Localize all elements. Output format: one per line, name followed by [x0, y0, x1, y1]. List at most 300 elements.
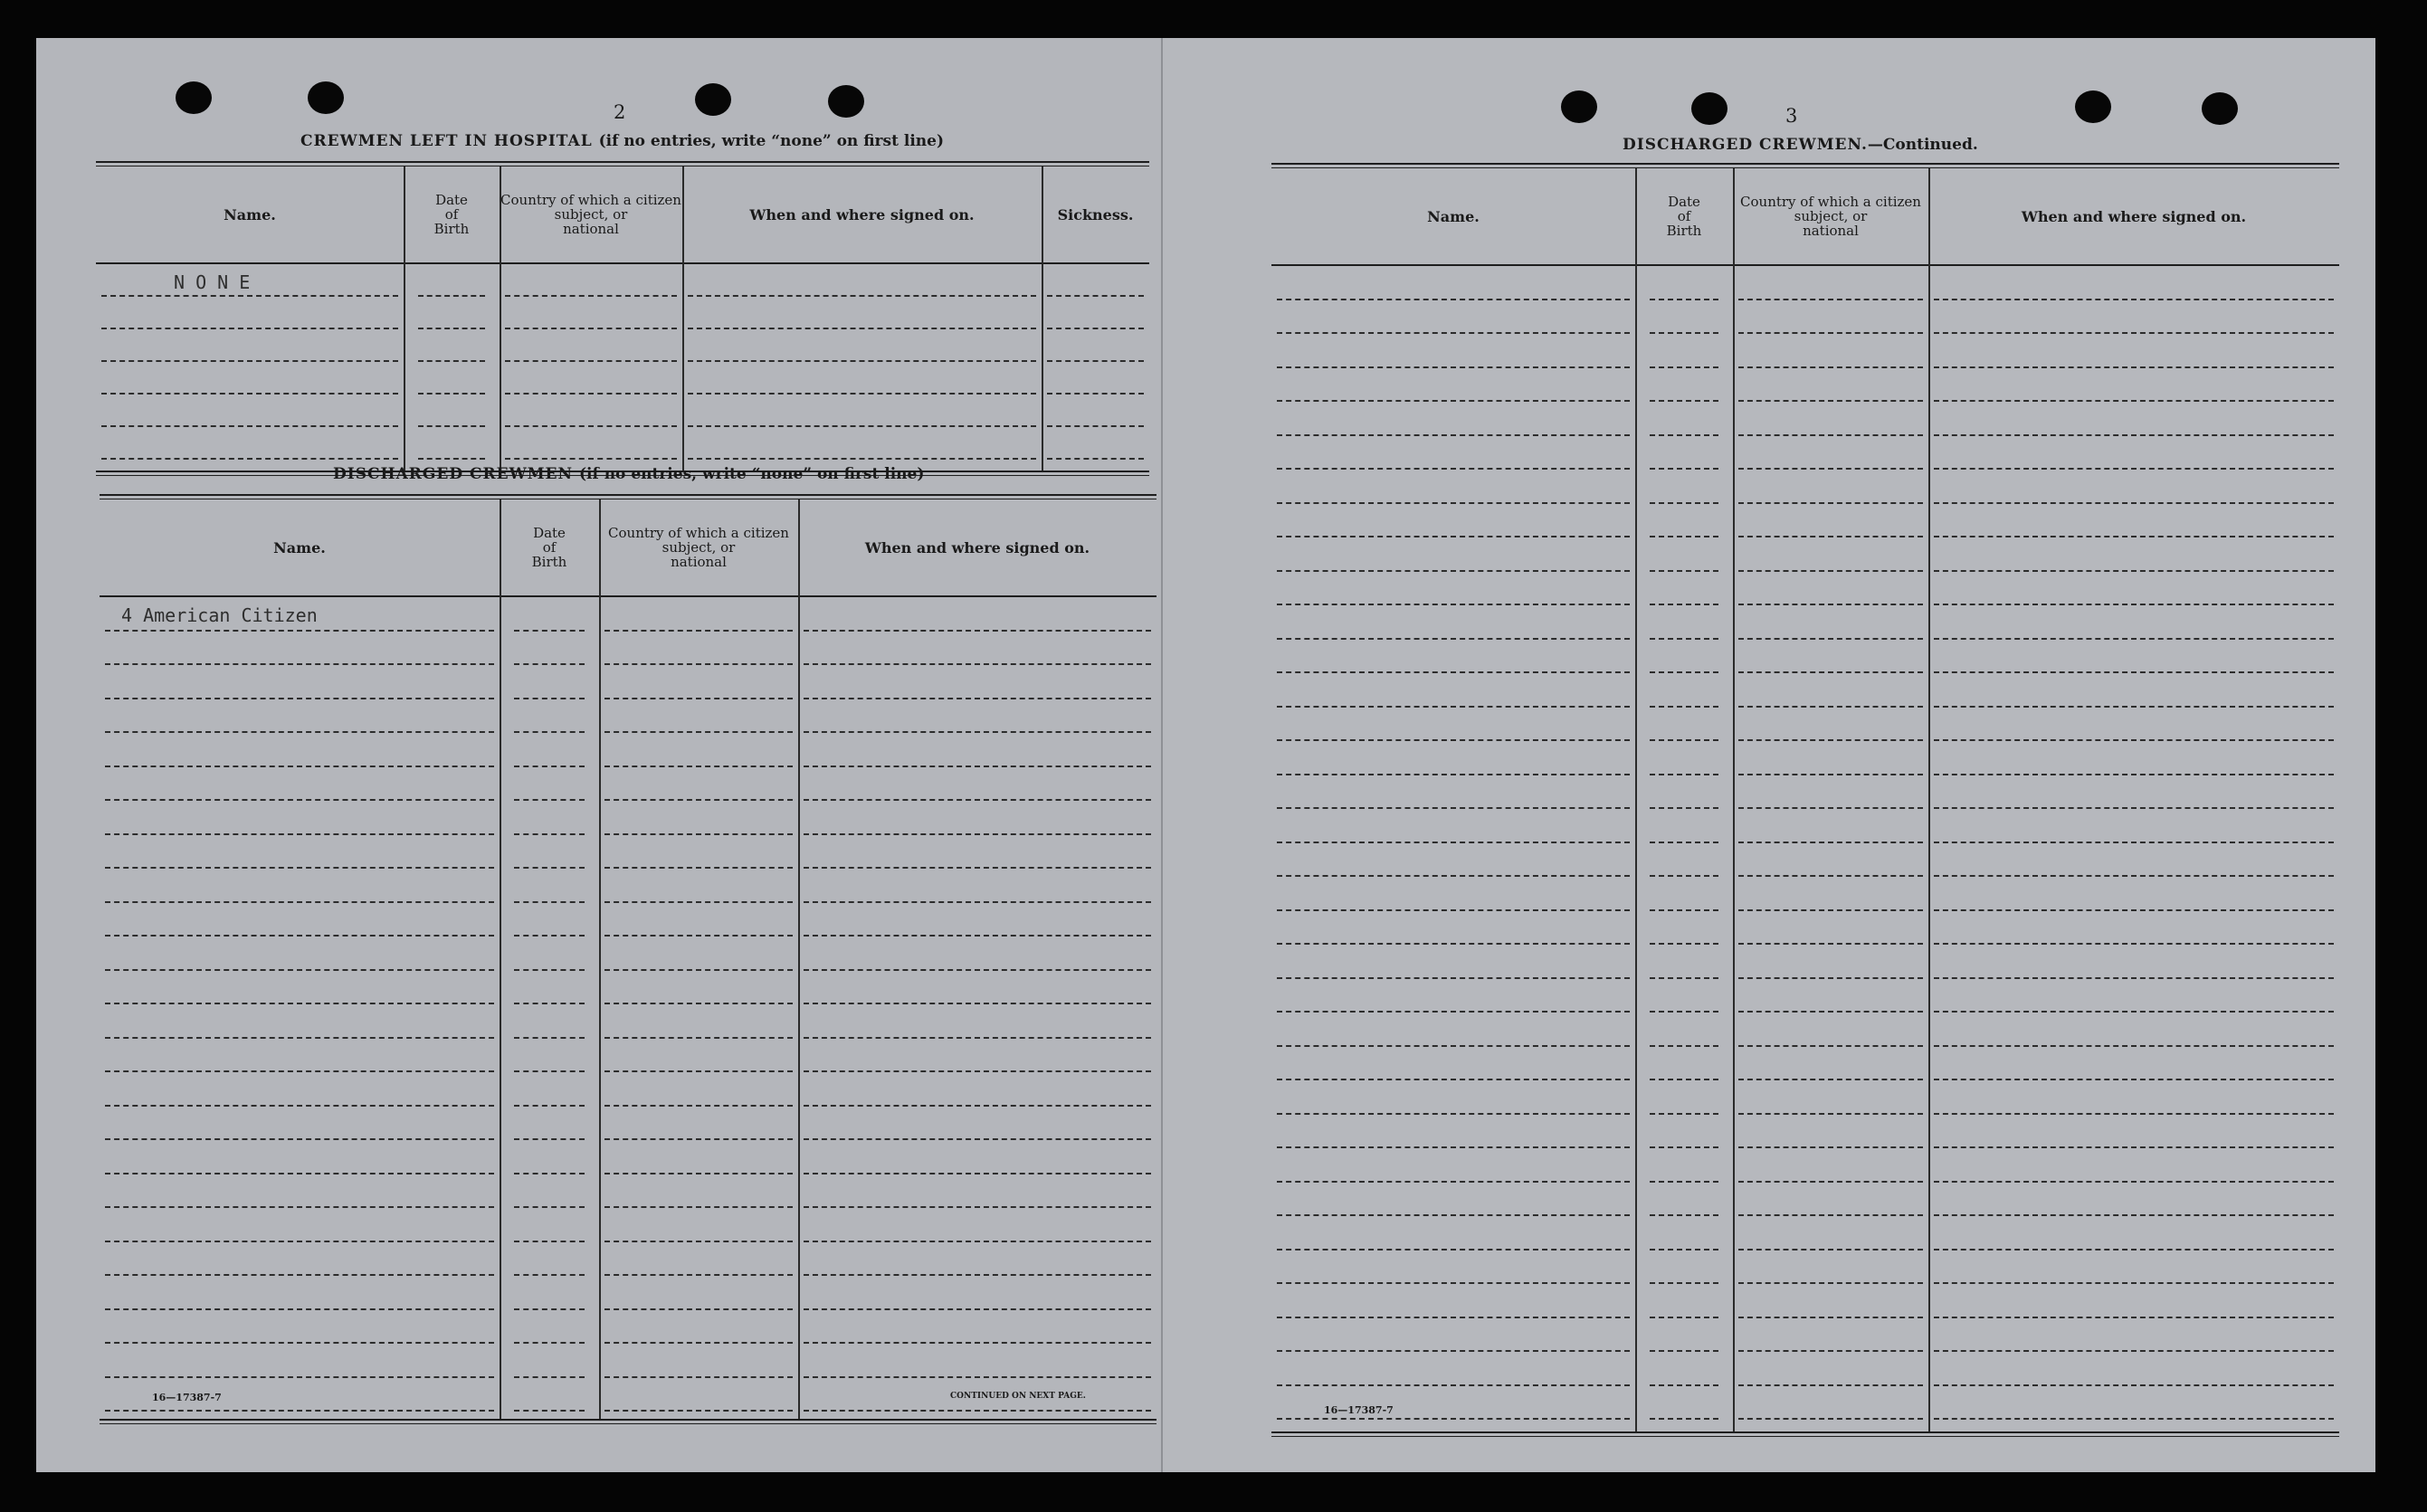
dotted-row-line [1934, 875, 2334, 877]
dotted-row-line [1277, 706, 1630, 708]
dotted-row-line [514, 698, 585, 699]
dotted-row-line [514, 630, 585, 632]
dotted-row-line [1934, 842, 2334, 843]
dotted-row-line [1934, 1282, 2334, 1284]
dotted-row-line [105, 1241, 494, 1242]
dotted-row-line [688, 328, 1036, 329]
dotted-row-line [1277, 570, 1630, 572]
dotted-row-line [1738, 400, 1923, 402]
header-rule [96, 262, 1149, 264]
table-bottom-rule [100, 1423, 1156, 1424]
dotted-row-line [105, 1138, 494, 1140]
hospital-table [96, 161, 1149, 478]
column-header: When and where signed on. [864, 538, 1090, 556]
dotted-row-line [804, 1138, 1151, 1140]
dotted-row-line [105, 1274, 494, 1276]
dotted-row-line [1650, 1146, 1718, 1148]
dotted-row-line [1934, 1350, 2334, 1352]
column-divider [1733, 168, 1735, 1431]
page-number: 2 [614, 101, 626, 123]
column-header: When and where signed on. [2021, 207, 2247, 225]
dotted-row-line [1277, 1317, 1630, 1318]
dotted-row-line [1277, 468, 1630, 470]
dotted-row-line [804, 1274, 1151, 1276]
dotted-row-line [105, 1206, 494, 1208]
dotted-row-line [1738, 299, 1923, 300]
column-header: Date of Birth [1666, 194, 1702, 239]
dotted-row-line [1277, 807, 1630, 809]
dotted-row-line [514, 867, 585, 869]
dotted-row-line [1738, 536, 1923, 537]
dotted-row-line [514, 1410, 585, 1412]
dotted-row-line [804, 833, 1151, 835]
dotted-row-line [101, 458, 398, 460]
dotted-row-line [604, 1342, 793, 1344]
dotted-row-line [505, 393, 677, 395]
dotted-row-line [1738, 774, 1923, 775]
dotted-row-line [1934, 1418, 2334, 1420]
table-top-rule [1271, 167, 2339, 168]
dotted-row-line [105, 766, 494, 767]
dotted-row-line [105, 698, 494, 699]
dotted-row-line [514, 1070, 585, 1072]
table-bottom-rule [1271, 1431, 2339, 1433]
dotted-row-line [1738, 1317, 1923, 1318]
dotted-row-line [1277, 671, 1630, 673]
punch-hole [2075, 90, 2111, 123]
dotted-row-line [505, 295, 677, 297]
column-header: When and where signed on. [749, 205, 975, 223]
right-page [1163, 38, 2375, 1472]
dotted-row-line [804, 1003, 1151, 1004]
dotted-row-line [604, 969, 793, 971]
column-header: Name. [224, 205, 276, 223]
dotted-row-line [688, 393, 1036, 395]
dotted-row-line [604, 1070, 793, 1072]
dotted-row-line [1277, 400, 1630, 402]
dotted-row-line [804, 1410, 1151, 1412]
entry-text: N O N E [174, 271, 251, 293]
dotted-row-line [604, 698, 793, 699]
dotted-row-line [101, 393, 398, 395]
dotted-row-line [105, 731, 494, 733]
dotted-row-line [101, 360, 398, 362]
dotted-row-line [804, 1206, 1151, 1208]
column-header: Date of Birth [531, 525, 567, 570]
dotted-row-line [1934, 638, 2334, 640]
dotted-row-line [1650, 1249, 1718, 1250]
dotted-row-line [514, 1308, 585, 1310]
dotted-row-line [604, 766, 793, 767]
dotted-row-line [1650, 943, 1718, 945]
dotted-row-line [804, 901, 1151, 903]
dotted-row-line [101, 328, 398, 329]
dotted-row-line [1934, 1181, 2334, 1183]
dotted-row-line [1738, 1384, 1923, 1386]
dotted-row-line [1738, 502, 1923, 504]
dotted-row-line [1277, 1045, 1630, 1047]
discharged-table [100, 494, 1156, 1426]
discharged-continued-table [1271, 163, 2339, 1439]
dotted-row-line [1277, 366, 1630, 368]
dotted-row-line [1934, 807, 2334, 809]
dotted-row-line [1277, 943, 1630, 945]
dotted-row-line [1934, 1317, 2334, 1318]
dotted-row-line [105, 1308, 494, 1310]
dotted-row-line [1650, 1181, 1718, 1183]
dotted-row-line [804, 766, 1151, 767]
dotted-row-line [1650, 1418, 1718, 1420]
dotted-row-line [1277, 875, 1630, 877]
punch-hole [308, 81, 344, 114]
dotted-row-line [1650, 1282, 1718, 1284]
dotted-row-line [1738, 1249, 1923, 1250]
dotted-row-line [105, 969, 494, 971]
dotted-row-line [418, 425, 485, 427]
dotted-row-line [804, 1070, 1151, 1072]
column-divider [500, 499, 501, 1419]
dotted-row-line [1738, 1418, 1923, 1420]
dotted-row-line [1277, 1113, 1630, 1115]
dotted-row-line [514, 833, 585, 835]
punch-hole [695, 83, 731, 116]
dotted-row-line [604, 1376, 793, 1378]
dotted-row-line [514, 1342, 585, 1344]
dotted-row-line [688, 295, 1036, 297]
dotted-row-line [1650, 570, 1718, 572]
dotted-row-line [1738, 943, 1923, 945]
dotted-row-line [505, 458, 677, 460]
dotted-row-line [1650, 1384, 1718, 1386]
dotted-row-line [1047, 458, 1144, 460]
dotted-row-line [1934, 1384, 2334, 1386]
dotted-row-line [688, 458, 1036, 460]
dotted-row-line [1934, 468, 2334, 470]
dotted-row-line [1650, 807, 1718, 809]
dotted-row-line [514, 766, 585, 767]
dotted-row-line [514, 901, 585, 903]
hospital-title: CREWMEN LEFT IN HOSPITAL (if no entries, write “none” on first line) [300, 132, 944, 150]
dotted-row-line [1277, 502, 1630, 504]
dotted-row-line [1650, 842, 1718, 843]
dotted-row-line [1277, 1418, 1630, 1420]
dotted-row-line [804, 969, 1151, 971]
dotted-row-line [1738, 570, 1923, 572]
dotted-row-line [604, 1410, 793, 1412]
dotted-row-line [514, 1003, 585, 1004]
dotted-row-line [105, 663, 494, 665]
dotted-row-line [1277, 1350, 1630, 1352]
dotted-row-line [514, 1105, 585, 1107]
dotted-row-line [604, 901, 793, 903]
dotted-row-line [1650, 502, 1718, 504]
dotted-row-line [1738, 604, 1923, 605]
dotted-row-line [604, 1105, 793, 1107]
entry-text: 4 American Citizen [121, 604, 318, 626]
dotted-row-line [1650, 1045, 1718, 1047]
dotted-row-line [688, 425, 1036, 427]
continued-note: CONTINUED ON NEXT PAGE. [950, 1392, 1086, 1401]
dotted-row-line [418, 328, 485, 329]
dotted-row-line [1650, 638, 1718, 640]
dotted-row-line [1277, 1011, 1630, 1013]
dotted-row-line [604, 1003, 793, 1004]
left-page [36, 38, 1163, 1472]
dotted-row-line [418, 393, 485, 395]
dotted-row-line [105, 1105, 494, 1107]
dotted-row-line [1047, 360, 1144, 362]
dotted-row-line [1650, 671, 1718, 673]
column-header: Name. [273, 538, 326, 556]
dotted-row-line [505, 425, 677, 427]
dotted-row-line [1047, 393, 1144, 395]
dotted-row-line [1277, 1249, 1630, 1250]
discharged-continued-title: DISCHARGED CREWMEN.—Continued. [1623, 136, 1978, 154]
dotted-row-line [1650, 977, 1718, 979]
dotted-row-line [1277, 1384, 1630, 1386]
dotted-row-line [688, 360, 1036, 362]
dotted-row-line [604, 1241, 793, 1242]
dotted-row-line [1738, 842, 1923, 843]
dotted-row-line [1934, 570, 2334, 572]
dotted-row-line [804, 1308, 1151, 1310]
dotted-row-line [1934, 400, 2334, 402]
column-divider [798, 499, 800, 1419]
dotted-row-line [1934, 1011, 2334, 1013]
dotted-row-line [1738, 366, 1923, 368]
dotted-row-line [514, 663, 585, 665]
dotted-row-line [1934, 1045, 2334, 1047]
dotted-row-line [1934, 943, 2334, 945]
dotted-row-line [1650, 468, 1718, 470]
punch-hole [2202, 92, 2238, 125]
dotted-row-line [1277, 977, 1630, 979]
dotted-row-line [1277, 536, 1630, 537]
table-bottom-rule [1271, 1436, 2339, 1437]
dotted-row-line [105, 1410, 494, 1412]
dotted-row-line [1934, 1146, 2334, 1148]
dotted-row-line [1047, 295, 1144, 297]
dotted-row-line [105, 867, 494, 869]
dotted-row-line [505, 328, 677, 329]
dotted-row-line [101, 295, 398, 297]
dotted-row-line [105, 1037, 494, 1039]
dotted-row-line [804, 630, 1151, 632]
table-top-rule [96, 161, 1149, 163]
dotted-row-line [1738, 706, 1923, 708]
dotted-row-line [1277, 604, 1630, 605]
dotted-row-line [105, 1342, 494, 1344]
dotted-row-line [514, 1138, 585, 1140]
dotted-row-line [1738, 671, 1923, 673]
dotted-row-line [804, 731, 1151, 733]
dotted-row-line [1738, 1011, 1923, 1013]
column-header: Country of which a citizen subject, or national [1740, 194, 1921, 239]
column-header: Country of which a citizen subject, or national [500, 192, 681, 237]
dotted-row-line [1650, 1011, 1718, 1013]
dotted-row-line [604, 1274, 793, 1276]
dotted-row-line [804, 698, 1151, 699]
dotted-row-line [1738, 909, 1923, 911]
dotted-row-line [1277, 299, 1630, 300]
dotted-row-line [1277, 434, 1630, 436]
dotted-row-line [105, 901, 494, 903]
page-number: 3 [1785, 105, 1798, 127]
dotted-row-line [1738, 739, 1923, 741]
dotted-row-line [1277, 1282, 1630, 1284]
dotted-row-line [1934, 977, 2334, 979]
dotted-row-line [1047, 328, 1144, 329]
dotted-row-line [1650, 299, 1718, 300]
dotted-row-line [1738, 875, 1923, 877]
dotted-row-line [1934, 1079, 2334, 1080]
dotted-row-line [1738, 1214, 1923, 1216]
dotted-row-line [1934, 536, 2334, 537]
dotted-row-line [1650, 774, 1718, 775]
dotted-row-line [1738, 1282, 1923, 1284]
column-divider [1635, 168, 1637, 1431]
dotted-row-line [514, 935, 585, 937]
column-divider [1928, 168, 1930, 1431]
dotted-row-line [804, 799, 1151, 801]
dotted-row-line [1934, 909, 2334, 911]
dotted-row-line [1650, 706, 1718, 708]
dotted-row-line [514, 799, 585, 801]
dotted-row-line [1277, 1181, 1630, 1183]
punch-hole [1691, 92, 1727, 125]
dotted-row-line [105, 833, 494, 835]
column-divider [599, 499, 601, 1419]
dotted-row-line [1738, 434, 1923, 436]
table-top-rule [100, 494, 1156, 496]
dotted-row-line [1650, 366, 1718, 368]
dotted-row-line [1934, 332, 2334, 334]
column-header: Country of which a citizen subject, or national [608, 525, 789, 570]
dotted-row-line [1650, 400, 1718, 402]
dotted-row-line [1047, 425, 1144, 427]
table-top-rule [1271, 163, 2339, 165]
discharged-title: DISCHARGED CREWMEN (if no entries, write “none” on first line) [333, 465, 925, 483]
dotted-row-line [1738, 638, 1923, 640]
dotted-row-line [804, 663, 1151, 665]
dotted-row-line [105, 630, 494, 632]
dotted-row-line [1934, 1249, 2334, 1250]
dotted-row-line [1277, 1079, 1630, 1080]
punch-hole [176, 81, 212, 114]
dotted-row-line [804, 1342, 1151, 1344]
punch-hole [1561, 90, 1597, 123]
dotted-row-line [1277, 1214, 1630, 1216]
dotted-row-line [105, 1003, 494, 1004]
dotted-row-line [1738, 1079, 1923, 1080]
dotted-row-line [1934, 434, 2334, 436]
dotted-row-line [1738, 1350, 1923, 1352]
dotted-row-line [1277, 909, 1630, 911]
dotted-row-line [514, 1206, 585, 1208]
dotted-row-line [101, 425, 398, 427]
dotted-row-line [1650, 1079, 1718, 1080]
dotted-row-line [514, 969, 585, 971]
dotted-row-line [804, 935, 1151, 937]
dotted-row-line [514, 731, 585, 733]
dotted-row-line [1738, 1146, 1923, 1148]
column-header: Sickness. [1057, 205, 1134, 223]
dotted-row-line [1650, 604, 1718, 605]
dotted-row-line [1738, 1113, 1923, 1115]
dotted-row-line [804, 1105, 1151, 1107]
dotted-row-line [1738, 468, 1923, 470]
dotted-row-line [1650, 1350, 1718, 1352]
table-bottom-rule [100, 1419, 1156, 1421]
dotted-row-line [804, 1376, 1151, 1378]
dotted-row-line [1277, 332, 1630, 334]
dotted-row-line [1738, 977, 1923, 979]
dotted-row-line [604, 1308, 793, 1310]
dotted-row-line [105, 1173, 494, 1174]
dotted-row-line [604, 731, 793, 733]
column-header: Date of Birth [433, 192, 470, 237]
dotted-row-line [1934, 706, 2334, 708]
dotted-row-line [1738, 1181, 1923, 1183]
dotted-row-line [604, 867, 793, 869]
dotted-row-line [604, 630, 793, 632]
dotted-row-line [604, 799, 793, 801]
dotted-row-line [105, 1070, 494, 1072]
dotted-row-line [1650, 1214, 1718, 1216]
form-number: 16—17387-7 [152, 1392, 222, 1403]
dotted-row-line [1934, 1214, 2334, 1216]
dotted-row-line [1650, 739, 1718, 741]
dotted-row-line [604, 1138, 793, 1140]
dotted-row-line [105, 799, 494, 801]
dotted-row-line [604, 1173, 793, 1174]
dotted-row-line [604, 663, 793, 665]
dotted-row-line [804, 1241, 1151, 1242]
dotted-row-line [1738, 1045, 1923, 1047]
dotted-row-line [1650, 1317, 1718, 1318]
dotted-row-line [804, 867, 1151, 869]
dotted-row-line [1277, 638, 1630, 640]
dotted-row-line [1934, 739, 2334, 741]
dotted-row-line [105, 935, 494, 937]
dotted-row-line [1650, 909, 1718, 911]
dotted-row-line [1650, 332, 1718, 334]
dotted-row-line [604, 935, 793, 937]
dotted-row-line [514, 1241, 585, 1242]
dotted-row-line [604, 1037, 793, 1039]
dotted-row-line [418, 360, 485, 362]
dotted-row-line [418, 295, 485, 297]
dotted-row-line [1650, 536, 1718, 537]
dotted-row-line [1650, 1113, 1718, 1115]
punch-hole [828, 85, 864, 118]
dotted-row-line [1934, 366, 2334, 368]
dotted-row-line [804, 1037, 1151, 1039]
dotted-row-line [1277, 842, 1630, 843]
dotted-row-line [1934, 1113, 2334, 1115]
dotted-row-line [514, 1037, 585, 1039]
header-rule [1271, 264, 2339, 266]
column-header: Name. [1427, 207, 1480, 225]
header-rule [100, 595, 1156, 597]
dotted-row-line [1934, 671, 2334, 673]
dotted-row-line [418, 458, 485, 460]
dotted-row-line [1738, 807, 1923, 809]
dotted-row-line [105, 1376, 494, 1378]
dotted-row-line [1738, 332, 1923, 334]
dotted-row-line [1934, 604, 2334, 605]
dotted-row-line [1934, 774, 2334, 775]
